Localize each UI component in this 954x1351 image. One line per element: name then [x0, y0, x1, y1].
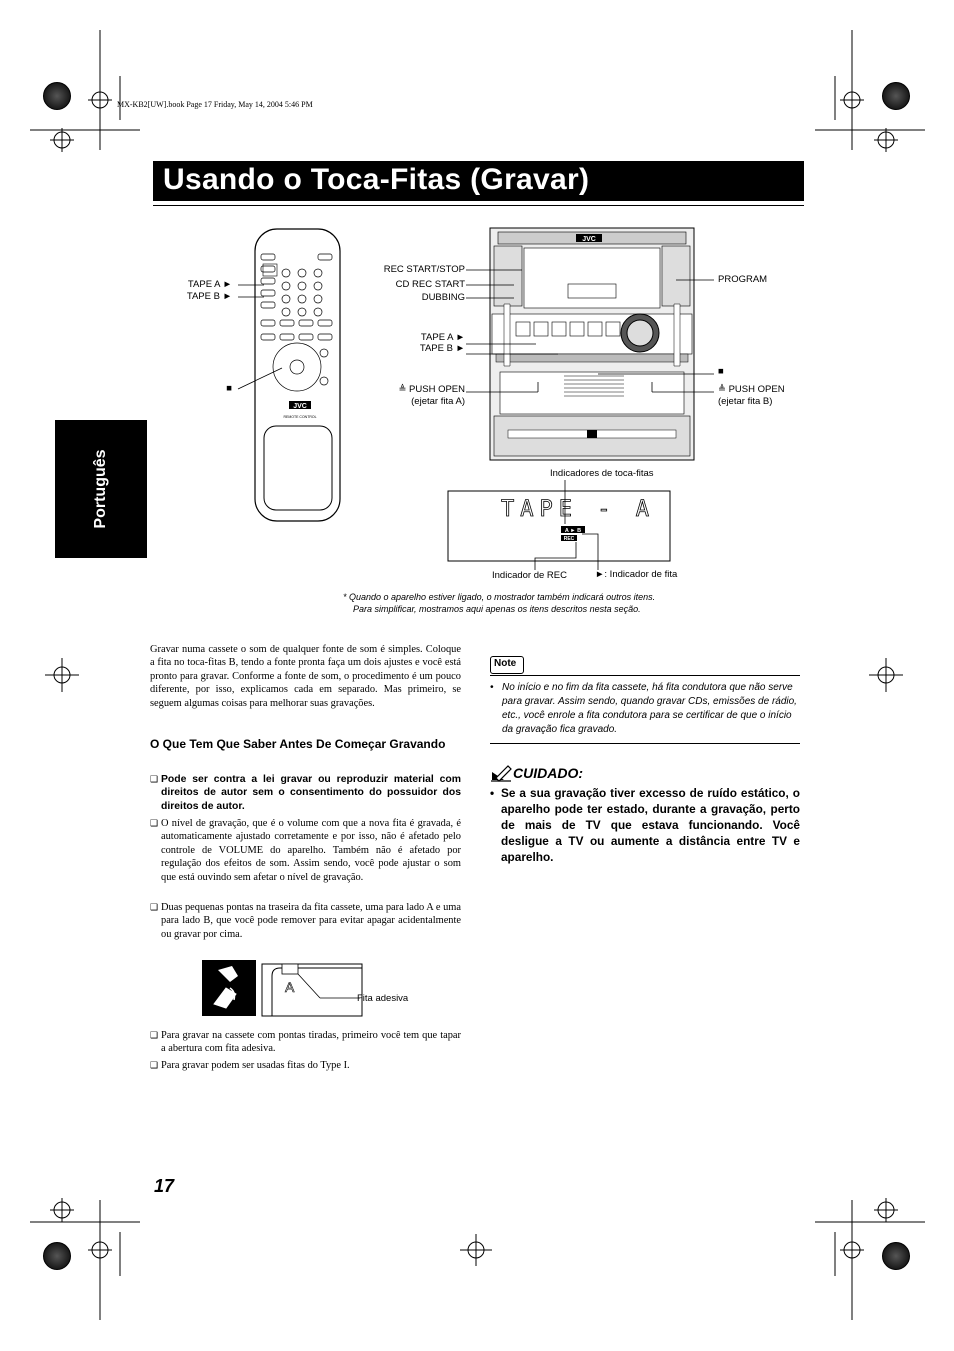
display-badge-ab: A ► B	[564, 528, 582, 534]
list-item	[150, 1029, 461, 1056]
cassette-side-label: A	[285, 979, 295, 995]
list-item-text: Para gravar podem ser usadas fitas do Type I.	[161, 1060, 350, 1071]
remote-label-stop: ■	[226, 383, 232, 394]
caution-bullet: •	[490, 786, 495, 800]
unit-label-stop: ■	[718, 366, 724, 377]
checkbox-bullet-icon: ❑	[150, 775, 159, 785]
checkbox-bullet-icon: ❑	[150, 903, 159, 913]
footnote-line-2: Para simplificar, mostramos aqui apenas os itens descritos nesta seção.	[353, 604, 641, 614]
list-item-text: Duas pequenas pontas na traseira da fita cassete, uma para lado A e uma para lado B, que você pode remover para evitar apagar acidentalmente ou gravar por cima.	[161, 902, 461, 940]
display-text: TAPE - A	[501, 497, 655, 522]
unit-label-push-open-b: ≜ PUSH OPEN	[718, 384, 785, 395]
unit-label-push-open-a: ≜ PUSH OPEN	[398, 384, 465, 395]
file-info: MX-KB2[UW].book Page 17 Friday, May 14, 2004 5:46 PM	[117, 100, 313, 109]
list-item	[150, 773, 461, 813]
note-bottom-rule	[490, 743, 800, 744]
remote-brand-text: JVC	[293, 403, 307, 410]
unit-label-tape-a: TAPE A ►	[420, 332, 465, 343]
language-tab	[55, 420, 147, 558]
unit-label-eject-a: (ejetar fita A)	[411, 396, 465, 407]
unit-leader-lines	[466, 260, 726, 400]
display-badge-rec: REC	[563, 536, 575, 542]
page-number: 17	[154, 1176, 175, 1196]
remote-leader-lines	[230, 280, 290, 400]
unit-label-eject-b: (ejetar fita B)	[718, 396, 773, 407]
checkbox-bullet-icon: ❑	[150, 1031, 159, 1041]
checkbox-bullet-icon: ❑	[150, 819, 159, 829]
unit-label-rec-start-stop: REC START/STOP	[383, 264, 465, 275]
display-label-rec: Indicador de REC	[492, 570, 567, 581]
unit-label-tape-b: TAPE B ►	[419, 343, 465, 354]
list-item	[150, 1059, 461, 1072]
unit-label-cd-rec-start: CD REC START	[395, 279, 465, 290]
title-bar	[153, 161, 804, 201]
unit-label-program: PROGRAM	[718, 274, 768, 285]
remote-label-tape-a: TAPE A ►	[187, 279, 232, 290]
checkbox-bullet-icon: ❑	[150, 1061, 159, 1071]
display-label-tape-indicator: ►: Indicador de fita	[595, 569, 678, 580]
unit-brand-text: JVC	[582, 236, 596, 243]
footnote-line-1: * Quando o aparelho estiver ligado, o mostrador também indicará outros itens.	[343, 592, 656, 602]
language-tab-label: Português	[92, 449, 109, 529]
cassette-tape-label: Fita adesiva	[357, 993, 409, 1004]
page-title: Usando o Toca-Fitas (Gravar)	[163, 163, 590, 196]
list-item-text: Para gravar na cassete com pontas tiradas, primeiro você tem que tapar a abertura com fita adesiva.	[161, 1030, 461, 1055]
list-item-text: O nível de gravação, que é o volume com que a nova fita é gravada, é automaticamente ajustado corretamente e por isso, não é afetado pelo controle de VOLUME do aparelho. Também não é afetado por regulação dos efeitos de som. Assim sendo, você pode ajustar o som que está ouvindo sem afetar o nível de gravação.	[161, 818, 461, 883]
caution-pencil-icon	[490, 764, 512, 782]
list-item	[150, 817, 461, 884]
note-text: No início e no fim da fita cassete, há fita condutora que não serve para gravar. Assim sendo, quando gravar CDs, emissões de rádio, etc., você enrole a fita condutora para se certificar de que o início da gravação fica gravado.	[502, 682, 797, 735]
list-item-text: Pode ser contra a lei gravar ou reproduzir material com direitos de autor sem o consentimento do possuidor dos direitos de autor.	[161, 774, 461, 812]
list-item	[150, 901, 461, 941]
note-top-rule	[490, 675, 800, 676]
caution-text: Se a sua gravação tiver excesso de ruído estático, o aparelho pode ter estado, durante a gravação, perto de mais de TV que estava funcionando. Você desligue a TV ou aumente a distância entre TV e aparelho.	[501, 786, 800, 864]
display-label-indicators: Indicadores de toca-fitas	[550, 468, 654, 479]
remote-caption-text: REMOTE CONTROL	[283, 415, 317, 419]
remote-label-tape-b: TAPE B ►	[186, 291, 232, 302]
note-bullet: •	[490, 682, 494, 693]
note-badge-label: Note	[494, 658, 517, 669]
section-heading: O Que Tem Que Saber Antes De Começar Gravando	[150, 737, 446, 751]
note-badge	[490, 656, 524, 674]
cassette-tab-illustration	[200, 958, 365, 1018]
intro-paragraph: Gravar numa cassete o som de qualquer fonte de som é simples. Coloque a fita no toca-fitas B, tendo a fonte pronta faça um dois ajustes e você está pronto para gravar. Conforme a fonte de som, o procedimento é um pouco diferente, por isso, explicamos cada em separado. Mas primeiro, se seguem algumas coisas para melhorar suas gravações.	[150, 644, 461, 709]
caution-title: CUIDADO:	[513, 765, 583, 781]
title-underline	[153, 205, 804, 206]
unit-label-dubbing: DUBBING	[421, 292, 465, 303]
